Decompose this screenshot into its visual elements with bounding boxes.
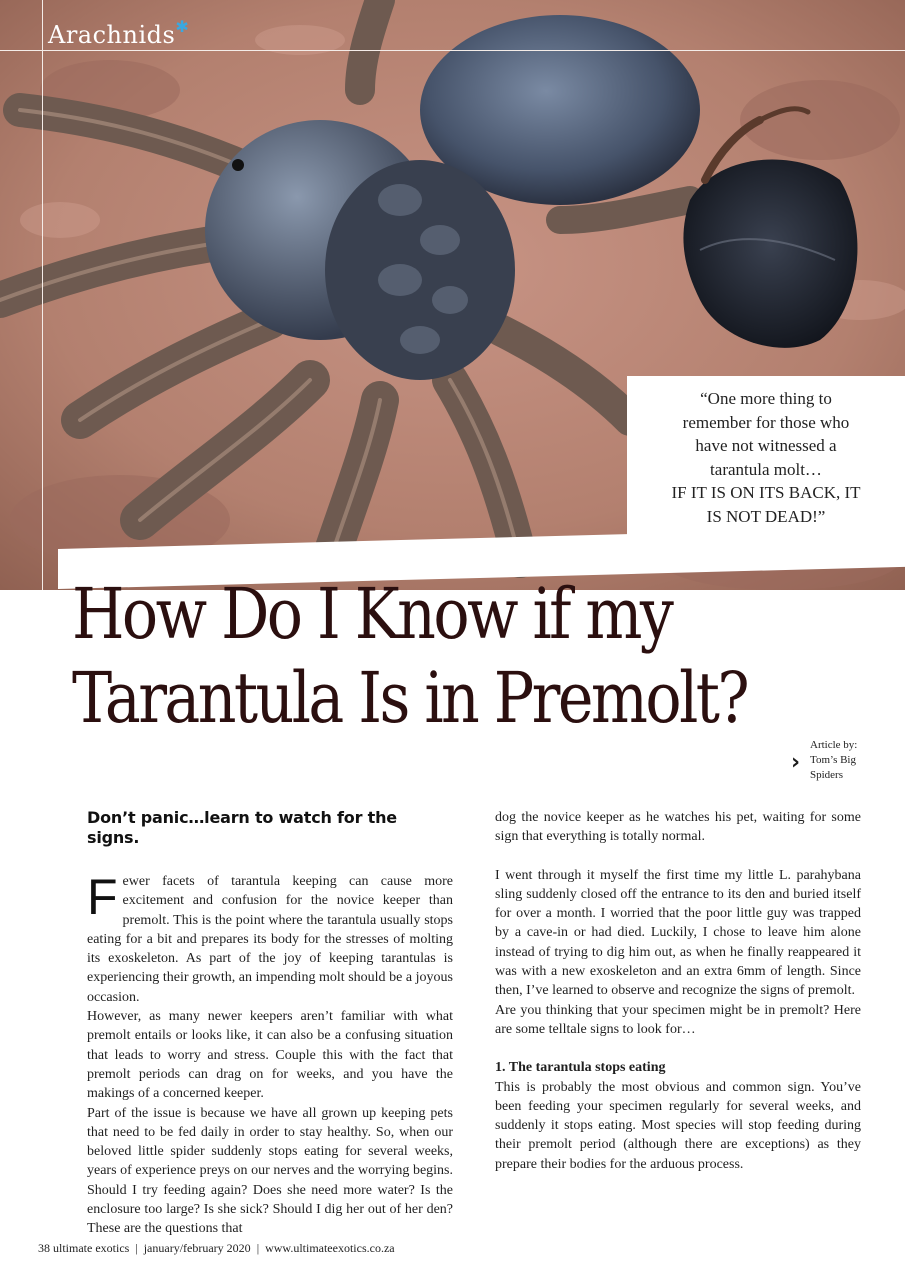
- chevron-right-icon: ›: [791, 750, 801, 775]
- headline-line-1: How Do I Know if my: [72, 573, 672, 655]
- pull-quote: [627, 376, 905, 549]
- pull-quote-line: IS NOT DEAD!”: [706, 506, 826, 526]
- pull-quote-line: tarantula molt…: [710, 459, 822, 479]
- article-headline: [72, 572, 748, 740]
- article-subhead: Don’t panic…learn to watch for the signs.: [87, 808, 397, 847]
- pull-quote-line: remember for those who: [682, 412, 850, 432]
- body-paragraph: However, as many newer keepers aren’t familiar with what premolt entails or looks like, it can also be a confusing situation that leads to worry and stress. Couple this with the fact that premolt periods can drag on for weeks, and you have the makings of a concerned keeper.: [87, 1009, 453, 1102]
- footer-separator: |: [256, 1241, 260, 1255]
- asterisk-icon: ✱: [175, 17, 190, 36]
- drop-cap: F: [87, 869, 118, 925]
- body-paragraph: dog the novice keeper as he watches his pet, waiting for some sign that everything is totally normal.: [495, 810, 861, 845]
- pull-quote-line: IF IT IS ON ITS BACK, IT: [671, 483, 861, 503]
- paragraph-gap: [495, 847, 861, 866]
- paragraph-gap: [495, 1039, 861, 1058]
- left-column: [87, 808, 453, 1239]
- body-text: ewer facets of tarantula keeping can cause more excitement and confusion for the novice keeper than premolt. This is the point where the tarantula usually stops eating for a bit and prepares its body for the stresses of molting its exoskeleton. As part of the joy of keeping tarantulas is experiencing their growth, an impending molt should be a joyous occasion.: [87, 874, 453, 1005]
- section-tag-label: Arachnids: [48, 21, 176, 49]
- body-paragraph: Part of the issue is because we have all grown up keeping pets that need to be fed daily in order to stay healthy. So, when our beloved little spider suddenly stops eating for several weeks, years of experience preys on our nerves and the worrying begins. Should I try feeding again? Does she need more water? Is the enclosure too large? Is she sick? Should I dig her out of her den? These are the questions that: [87, 1105, 453, 1237]
- byline-author: Spiders: [810, 769, 843, 781]
- pull-quote-line: have not witnessed a: [695, 436, 837, 456]
- website-link[interactable]: www.ultimateexotics.co.za: [265, 1241, 395, 1255]
- issue-date: january/february 2020: [143, 1241, 251, 1255]
- body-paragraph: I went through it myself the first time my little L. parahybana sling suddenly closed off the entrance to its den and buried itself for over a month. I worried that the poor little guy was trapped by a cave-in or had died. Luckily, I chose to leave him alone instead of trying to dig him out, as when he finally reappeared it was with a new exoskeleton and an extra 6mm of length. Since then, I’ve learned to observe and recognize the signs of premolt.: [495, 867, 861, 999]
- right-column: [495, 808, 861, 1174]
- frame-rule-vertical: [42, 0, 43, 590]
- body-paragraph: [87, 869, 453, 1007]
- headline-line-2: Tarantula Is in Premolt?: [72, 657, 748, 739]
- pull-quote-line: “One more thing to: [700, 389, 832, 408]
- footer-separator: |: [135, 1241, 138, 1255]
- frame-rule-horizontal: [0, 50, 905, 51]
- body-paragraph: Are you thinking that your specimen might be in premolt? Here are some telltale signs to look for…: [495, 1002, 861, 1037]
- byline-author: Tom’s Big: [810, 754, 856, 766]
- folio: 38 ultimate exotics: [38, 1241, 130, 1255]
- list-heading: 1. The tarantula stops eating: [495, 1060, 666, 1076]
- section-tag: [48, 17, 190, 49]
- body-paragraph: This is probably the most obvious and common sign. You’ve been feeding your specimen regularly for several weeks, and suddenly it stops eating. Most species will stop feeding during their premolt period (although there are exceptions) as they prepare their bodies for the arduous process.: [495, 1079, 861, 1172]
- page-footer: [38, 1241, 395, 1256]
- byline-label: Article by:: [810, 739, 858, 751]
